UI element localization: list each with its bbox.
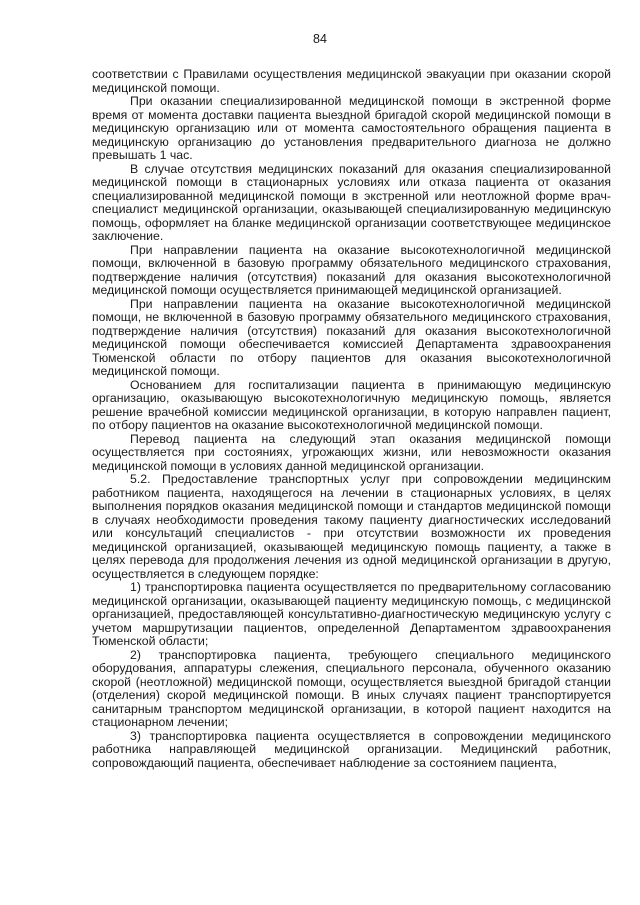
paragraph-emergency-timing: При оказании специализированной медицинской помощи в экстренной форме время от момента доставки пациента выездной бригадой скорой медицинской помощи в медицинскую организацию или от момента самостоятельного обращения пациента в медицинскую организацию до установления предварительного диагноза не должно превышать 1 час. [92,94,611,162]
paragraph-hospitalization-basis: Основанием для госпитализации пациента в принимающую медицинскую организацию, оказывающую высокотехнологичную медицинскую помощь, является решение врачебной комиссии медицинской организации, в которую направлен пациент, по отбору пациентов на оказание высокотехнологичной медицинской помощи. [92,377,611,432]
paragraph-htc-not-included: При направлении пациента на оказание высокотехнологичной медицинской помощи, не включенной в базовую программу обязательного медицинского страхования, подтверждение наличия (отсутствия) показаний для оказания высокотехнологичной медицинской помощи обеспечивается комиссией Департамента здравоохранения Тюменской области по отбору пациентов для оказания высокотехнологичной медицинской помощи. [92,296,611,378]
document-text-body [92,68,611,770]
paragraph-item-1: 1) транспортировка пациента осуществляется по предварительному согласованию медицинской организации, оказывающей пациенту медицинскую помощь, с медицинской организацией, предоставляющей консультативно-диагностическую медицинскую услугу с учетом маршрутизации пациентов, определенной Департаментом здравоохранения Тюменской области; [92,580,611,648]
paragraph-item-2: 2) транспортировка пациента, требующего специального медицинского оборудования, аппаратуры слежения, специального персонала, обученного оказанию скорой (неотложной) медицинской помощи, осуществляется выездной бригадой станции (отделения) скорой медицинской помощи. В иных случаях пациент транспортируется санитарным транспортом медицинской организации, в которой пациент находится на стационарном лечении; [92,647,611,729]
paragraph-htc-included: При направлении пациента на оказание высокотехнологичной медицинской помощи, включенной в базовую программу обязательного медицинского страхования, подтверждение наличия (отсутствия) показаний для оказания высокотехнологичной медицинской помощи осуществляется принимающей медицинской организацией. [92,242,611,297]
paragraph-patient-transfer: Перевод пациента на следующий этап оказания медицинской помощи осуществляется при состояниях, угрожающих жизни, или невозможности оказания медицинской помощи в условиях данной медицинской организации. [92,431,611,473]
page-number: 84 [313,32,327,46]
paragraph-section-5-2: 5.2. Предоставление транспортных услуг при сопровождении медицинским работником пациента, находящегося на лечении в стационарных условиях, в целях выполнения порядков оказания медицинской помощи и стандартов медицинской помощи в случаях необходимости проведения такому пациенту диагностических исследований или консультаций специалистов - при отсутствии возможности их проведения медицинской организацией, оказывающей медицинскую помощь пациенту, а также в целях перевода для продолжения лечения из одной медицинской организации в другую, осуществляется в следующем порядке: [92,472,611,581]
paragraph-no-indications: В случае отсутствия медицинских показаний для оказания специализированной медицинской помощи в стационарных условиях или отказа пациента от оказания специализированной медицинской помощи в экстренной или неотложной форме врач-специалист медицинской организации, оказывающей специализированную медицинскую помощь, оформляет на бланке медицинской организации соответствующее медицинское заключение. [92,161,611,243]
paragraph-item-3: 3) транспортировка пациента осуществляется в сопровождении медицинского работника направляющей медицинской организации. Медицинский работник, сопровождающий пациента, обеспечивает наблюдение за состоянием пациента, [92,728,611,770]
paragraph-evacuation-rules: соответствии с Правилами осуществления медицинской эвакуации при оказании скорой медицинской помощи. [92,67,611,95]
